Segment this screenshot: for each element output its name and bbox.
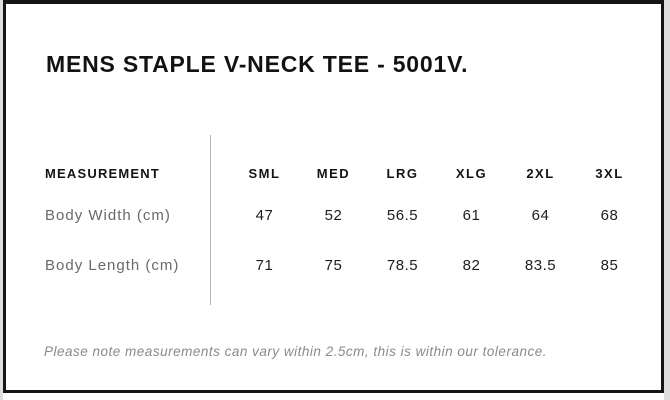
size-column-header: 3XL: [595, 166, 624, 181]
measurement-value: 64: [531, 207, 550, 224]
measurement-value: 61: [462, 207, 481, 224]
measurement-value: 83.5: [524, 257, 557, 274]
table-row: [45, 257, 645, 274]
measurement-value: 47: [255, 207, 274, 224]
measurement-column-header: MEASUREMENT: [45, 166, 161, 181]
size-column-header: SML: [248, 166, 281, 181]
measurement-value: 56.5: [386, 207, 419, 224]
product-title: MENS STAPLE V-NECK TEE - 5001V.: [46, 51, 469, 77]
row-label: Body Width (cm): [45, 207, 171, 224]
size-column-header: MED: [316, 166, 351, 181]
measurement-value: 85: [600, 257, 619, 274]
tolerance-note: Please note measurements can vary within 2.5cm, this is within our tolerance.: [44, 344, 547, 359]
outer-background-right: [664, 0, 670, 400]
table-row: [45, 207, 645, 224]
size-column-header: XLG: [455, 166, 488, 181]
size-column-header: LRG: [386, 166, 419, 181]
measurement-value: 68: [600, 207, 619, 224]
size-column-header: 2XL: [526, 166, 555, 181]
row-label: Body Length (cm): [45, 257, 180, 274]
measurement-value: 71: [255, 257, 274, 274]
measurement-value: 82: [462, 257, 481, 274]
measurement-value: 78.5: [386, 257, 419, 274]
size-chart-header-row: [45, 166, 645, 181]
measurement-value: 75: [324, 257, 343, 274]
measurement-value: 52: [324, 207, 343, 224]
